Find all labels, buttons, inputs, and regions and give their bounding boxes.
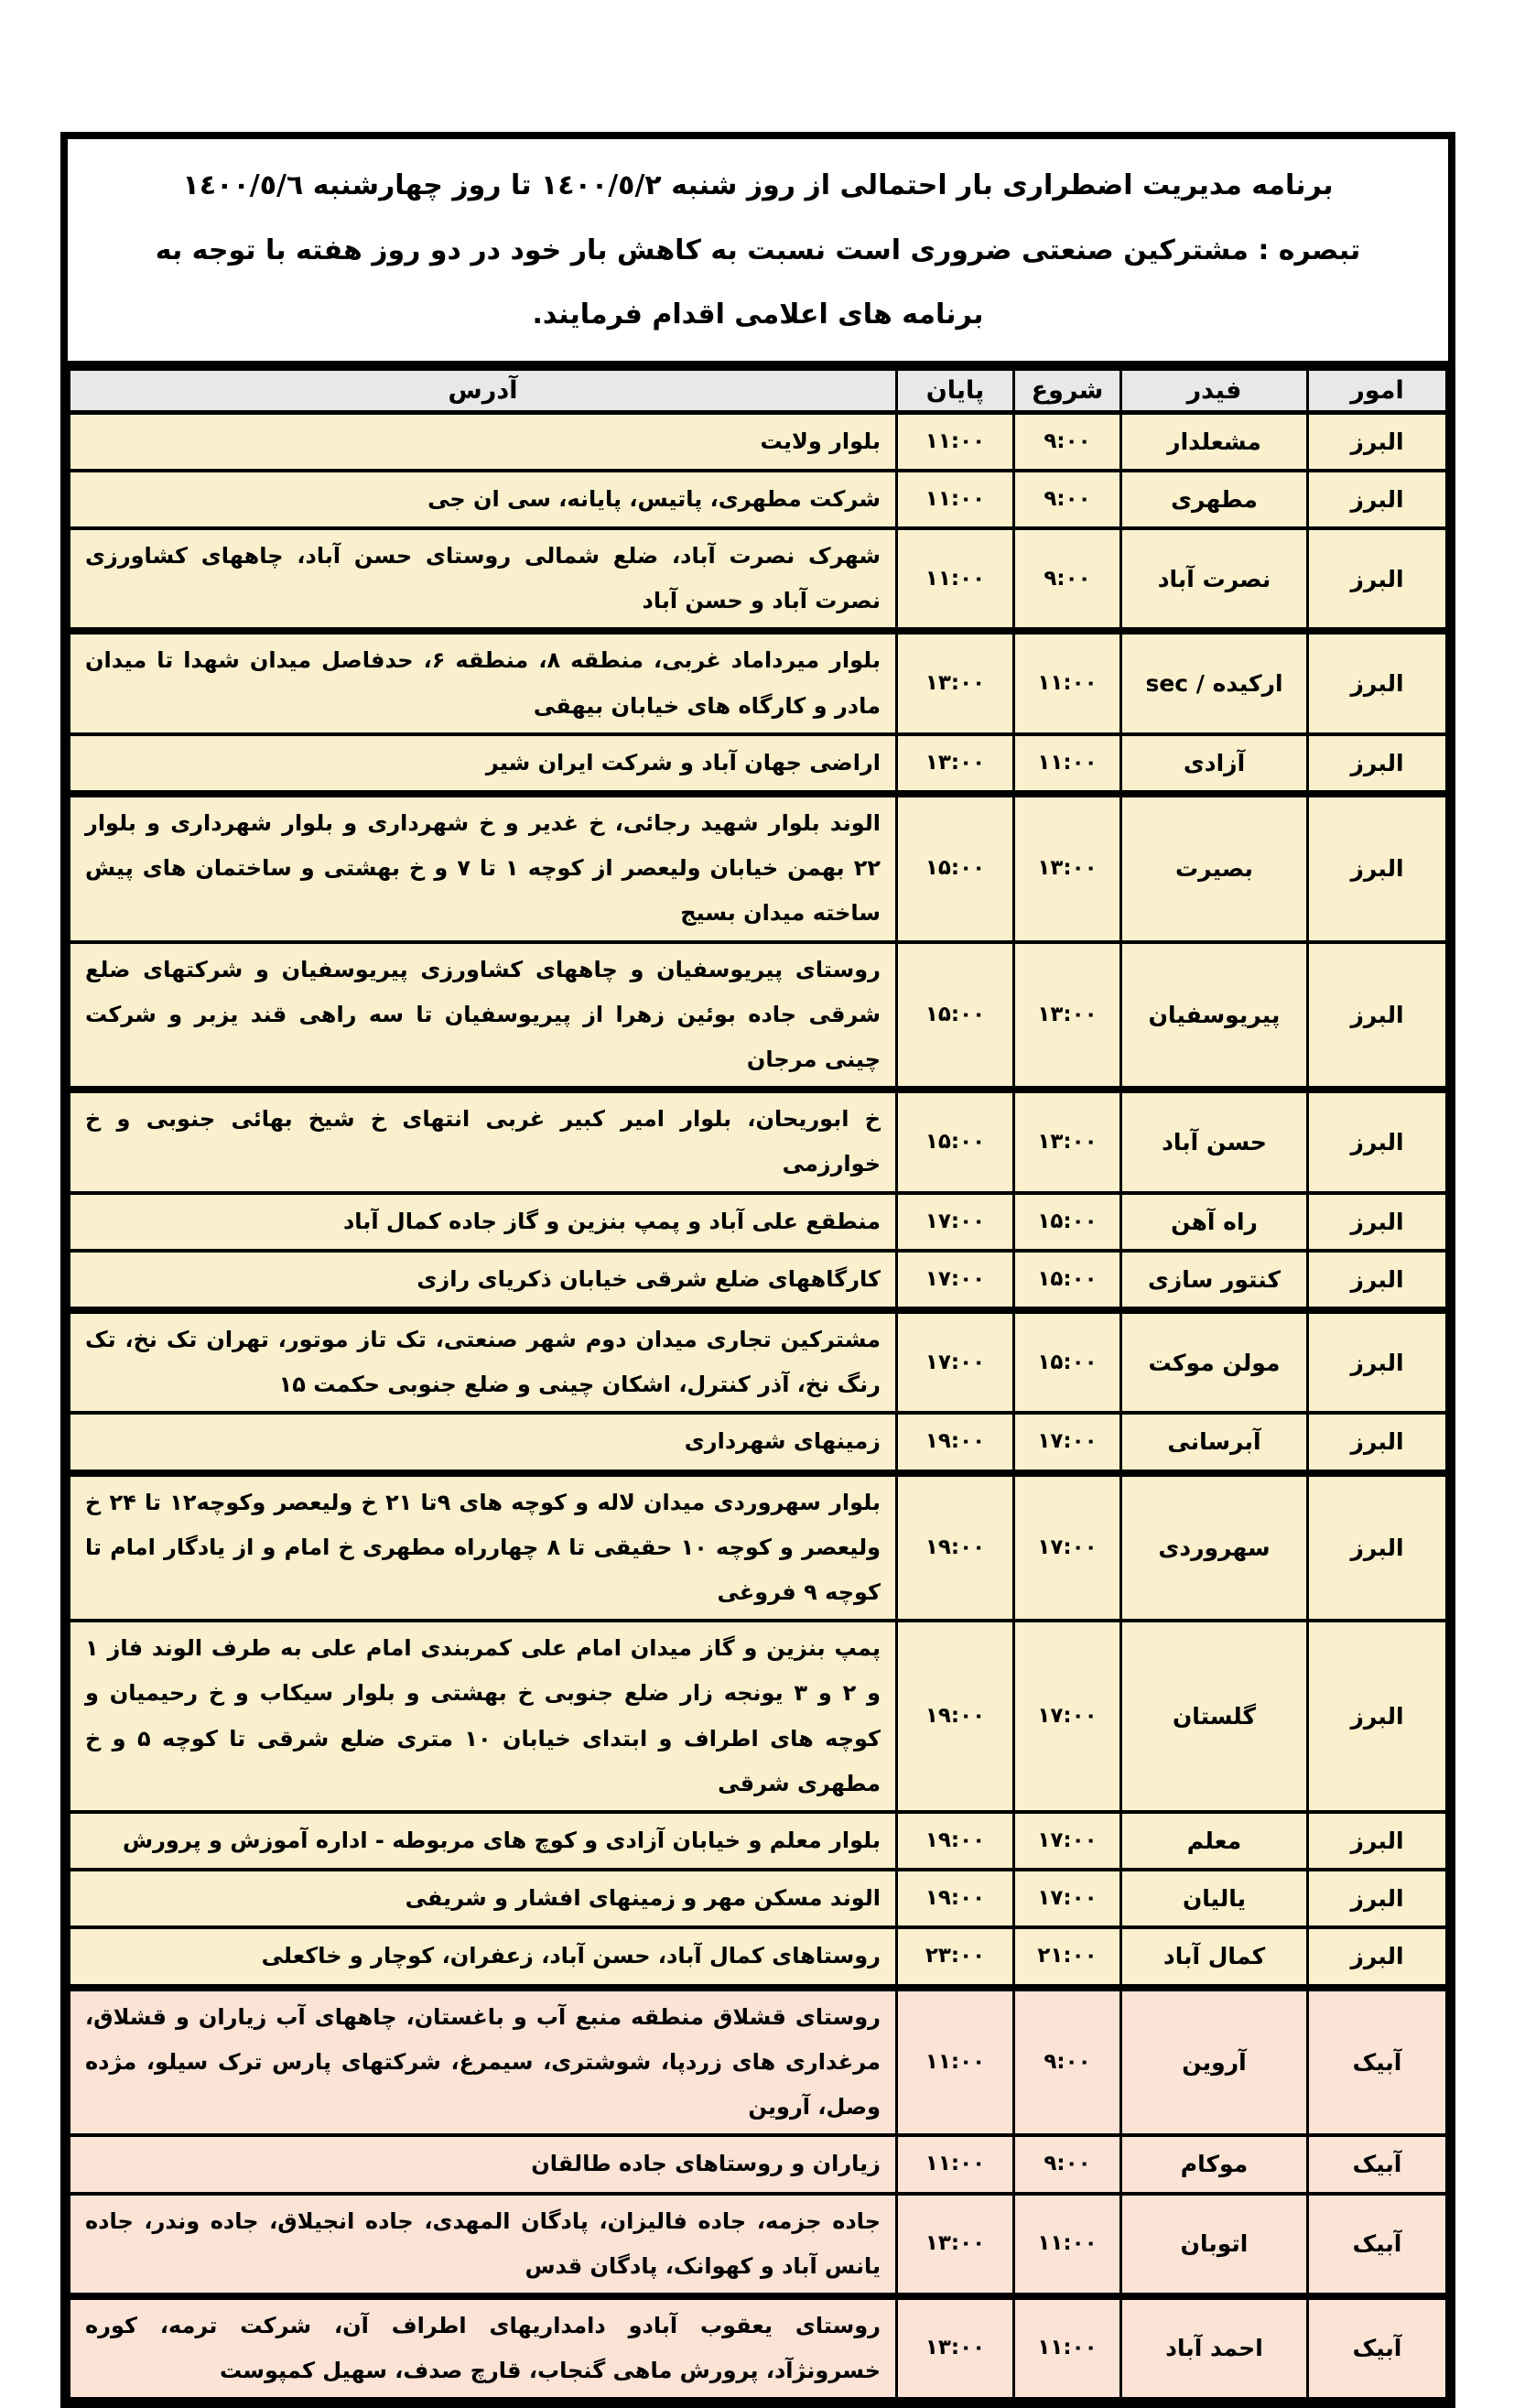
feeder-cell: کنتور سازی [1121, 1251, 1308, 1310]
table-row [70, 471, 1447, 528]
document-note-line-2: برنامه های اعلامی اقدام فرمایند. [532, 298, 984, 331]
feeder-cell: کمال آباد [1121, 1927, 1308, 1987]
document-header [68, 139, 1448, 368]
table-row [70, 1090, 1447, 1192]
address-cell: روستاهای کمال آباد، حسن آباد، زعفران، کوچار و خاکعلی [70, 1927, 897, 1987]
start-cell: ۹:۰۰ [1014, 528, 1121, 631]
amoor-cell: البرز [1308, 528, 1447, 631]
start-cell: ۹:۰۰ [1014, 412, 1121, 471]
feeder-cell: نصرت آباد [1121, 528, 1308, 631]
table-row [70, 1621, 1447, 1812]
column-header-address: آدرس [70, 369, 897, 412]
feeder-cell: گلستان [1121, 1621, 1308, 1812]
end-cell: ۱۹:۰۰ [897, 1413, 1014, 1472]
table-row [70, 2194, 1447, 2296]
table-row [70, 1988, 1447, 2136]
feeder-cell: مشعلدار [1121, 412, 1308, 471]
address-cell: بلوار میرداماد غربی، منطقه ۸، منطقه ۶، حدفاصل میدان شهدا تا میدان مادر و کارگاه های خیابان بیهقی [70, 631, 897, 733]
table-row [70, 1812, 1447, 1870]
start-cell: ۱۱:۰۰ [1014, 2296, 1121, 2399]
feeder-cell: احمد آباد [1121, 2296, 1308, 2399]
table-row [70, 1473, 1447, 1622]
feeder-cell: پیریوسفیان [1121, 942, 1308, 1090]
address-cell: بلوار ولایت [70, 412, 897, 471]
amoor-cell: البرز [1308, 1193, 1447, 1251]
feeder-cell: حسن آباد [1121, 1090, 1308, 1192]
document-note-line-1: تبصره : مشترکین صنعتی ضروری است نسبت به کاهش بار خود در دو روز هفته با توجه به [155, 233, 1361, 266]
end-cell: ۱۳:۰۰ [897, 2296, 1014, 2399]
start-cell: ۱۱:۰۰ [1014, 631, 1121, 733]
end-cell: ۱۳:۰۰ [897, 734, 1014, 794]
column-header-feeder: فیدر [1121, 369, 1308, 412]
table-row [70, 2135, 1447, 2193]
amoor-cell: البرز [1308, 1413, 1447, 1472]
address-cell: روستای قشلاق منطقه منبع آب و باغستان، چاههای آب زیاران و قشلاق، مرغداری های زردپا، شوشتری، سیمرغ، شرکتهای پارس ترک سیلو، مژده وصل، آروین [70, 1988, 897, 2136]
feeder-cell: سهروردی [1121, 1473, 1308, 1622]
address-cell: منطقع علی آباد و پمپ بنزین و گاز جاده کمال آباد [70, 1193, 897, 1251]
start-cell: ۱۵:۰۰ [1014, 1193, 1121, 1251]
address-cell: روستای پیریوسفیان و چاههای کشاورزی پیریوسفیان و شرکتهای ضلع شرقی جاده بوئین زهرا از پیریوسفیان تا سه راهی قند یزبر و شرکت چینی مرجان [70, 942, 897, 1090]
amoor-cell: البرز [1308, 1621, 1447, 1812]
amoor-cell: البرز [1308, 1090, 1447, 1192]
amoor-cell: البرز [1308, 1473, 1447, 1622]
table-row [70, 1870, 1447, 1927]
start-cell: ۹:۰۰ [1014, 1988, 1121, 2136]
table-header-row [70, 369, 1447, 412]
column-header-end: پایان [897, 369, 1014, 412]
table-row [70, 1927, 1447, 1987]
feeder-cell: آروین [1121, 1988, 1308, 2136]
amoor-cell: آبیک [1308, 2296, 1447, 2399]
start-cell: ۲۱:۰۰ [1014, 1927, 1121, 1987]
table-row [70, 1310, 1447, 1413]
address-cell: کارگاههای ضلع شرقی خیابان ذکریای رازی [70, 1251, 897, 1310]
start-cell: ۹:۰۰ [1014, 471, 1121, 528]
amoor-cell: البرز [1308, 1251, 1447, 1310]
start-cell: ۱۵:۰۰ [1014, 1251, 1121, 1310]
amoor-cell: آبیک [1308, 2135, 1447, 2193]
amoor-cell: البرز [1308, 942, 1447, 1090]
table-row [70, 1193, 1447, 1251]
address-cell: اراضی جهان آباد و شرکت ایران شیر [70, 734, 897, 794]
amoor-cell: البرز [1308, 1310, 1447, 1413]
amoor-cell: آبیک [1308, 2194, 1447, 2296]
end-cell: ۱۱:۰۰ [897, 528, 1014, 631]
amoor-cell: البرز [1308, 734, 1447, 794]
start-cell: ۱۷:۰۰ [1014, 1870, 1121, 1927]
table-row [70, 412, 1447, 471]
feeder-cell: یالیان [1121, 1870, 1308, 1927]
table-row [70, 528, 1447, 631]
table-row [70, 631, 1447, 733]
feeder-cell: ارکیده / sec [1121, 631, 1308, 733]
address-cell: بلوار معلم و خیابان آزادی و کوچ های مربوطه - اداره آموزش و پرورش [70, 1812, 897, 1870]
start-cell: ۱۵:۰۰ [1014, 1310, 1121, 1413]
end-cell: ۱۵:۰۰ [897, 794, 1014, 942]
address-cell: مشترکین تجاری میدان دوم شهر صنعتی، تک تاز موتور، تهران تک نخ، تک رنگ نخ، آذر کنترل، اشکان چینی و ضلع جنوبی حکمت ۱۵ [70, 1310, 897, 1413]
end-cell: ۱۳:۰۰ [897, 631, 1014, 733]
amoor-cell: آبیک [1308, 1988, 1447, 2136]
address-cell: الوند مسکن مهر و زمینهای افشار و شریفی [70, 1870, 897, 1927]
address-cell: پمپ بنزین و گاز میدان امام علی کمربندی امام علی به طرف الوند فاز ۱ و ۲ و ۳ یونجه زار ضلع جنوبی خ بهشتی و بلوار سیکاب و خ رحیمیان و کوچه های اطراف و ابتدای خیابان ۱۰ متری ضلع شرقی تا کوچه ۵ و خ مطهری شرقی [70, 1621, 897, 1812]
amoor-cell: البرز [1308, 1870, 1447, 1927]
start-cell: ۱۳:۰۰ [1014, 794, 1121, 942]
amoor-cell: البرز [1308, 471, 1447, 528]
amoor-cell: البرز [1308, 412, 1447, 471]
end-cell: ۱۵:۰۰ [897, 942, 1014, 1090]
column-header-start: شروع [1014, 369, 1121, 412]
table-row [70, 794, 1447, 942]
schedule-table-body [70, 412, 1447, 2399]
address-cell: روستای یعقوب آبادو دامداریهای اطراف آن، شرکت ترمه، کوره خسرونژآد، پرورش ماهی گنجاب، قارچ صدف، سهیل کمپوست [70, 2296, 897, 2399]
feeder-cell: آبرسانی [1121, 1413, 1308, 1472]
outage-schedule-table [68, 368, 1448, 2402]
feeder-cell: معلم [1121, 1812, 1308, 1870]
feeder-cell: مطهری [1121, 471, 1308, 528]
end-cell: ۲۳:۰۰ [897, 1927, 1014, 1987]
end-cell: ۱۹:۰۰ [897, 1870, 1014, 1927]
start-cell: ۱۷:۰۰ [1014, 1473, 1121, 1622]
table-row [70, 942, 1447, 1090]
feeder-cell: راه آهن [1121, 1193, 1308, 1251]
address-cell: زمینهای شهرداری [70, 1413, 897, 1472]
address-cell: بلوار سهروردی میدان لاله و کوچه های ۹تا ۲۱ خ ولیعصر وکوچه۱۲ تا ۲۴ خ ولیعصر و کوچه ۱۰ حقیقی تا ۸ چهارراه مطهری خ امام و از یادگار امام تا کوچه ۹ فروغی [70, 1473, 897, 1622]
address-cell: جاده جزمه، جاده فالیزان، پادگان المهدی، جاده انجیلاق، جاده وندر، جاده یانس آباد و کهوانک، پادگان قدس [70, 2194, 897, 2296]
address-cell: زیاران و روستاهای جاده طالقان [70, 2135, 897, 2193]
amoor-cell: البرز [1308, 631, 1447, 733]
start-cell: ۱۷:۰۰ [1014, 1812, 1121, 1870]
end-cell: ۱۷:۰۰ [897, 1251, 1014, 1310]
table-row [70, 1413, 1447, 1472]
table-row [70, 1251, 1447, 1310]
start-cell: ۱۳:۰۰ [1014, 1090, 1121, 1192]
end-cell: ۱۷:۰۰ [897, 1310, 1014, 1413]
end-cell: ۱۹:۰۰ [897, 1812, 1014, 1870]
feeder-cell: اتوبان [1121, 2194, 1308, 2296]
start-cell: ۱۷:۰۰ [1014, 1621, 1121, 1812]
amoor-cell: البرز [1308, 1927, 1447, 1987]
end-cell: ۱۷:۰۰ [897, 1193, 1014, 1251]
end-cell: ۱۱:۰۰ [897, 1988, 1014, 2136]
end-cell: ۱۵:۰۰ [897, 1090, 1014, 1192]
start-cell: ۹:۰۰ [1014, 2135, 1121, 2193]
feeder-cell: مولن موکت [1121, 1310, 1308, 1413]
end-cell: ۱۹:۰۰ [897, 1473, 1014, 1622]
document-title: برنامه مدیریت اضطراری بار احتمالی از روز شنبه ١٤٠٠/٥/٢ تا روز چهارشنبه ١٤٠٠/٥/٦ [182, 169, 1334, 201]
end-cell: ۱۱:۰۰ [897, 412, 1014, 471]
start-cell: ۱۷:۰۰ [1014, 1413, 1121, 1472]
feeder-cell: بصیرت [1121, 794, 1308, 942]
end-cell: ۱۳:۰۰ [897, 2194, 1014, 2296]
column-header-amoor: امور [1308, 369, 1447, 412]
end-cell: ۱۱:۰۰ [897, 2135, 1014, 2193]
table-row [70, 734, 1447, 794]
schedule-document [60, 132, 1455, 2408]
end-cell: ۱۹:۰۰ [897, 1621, 1014, 1812]
address-cell: شرکت مطهری، پاتیس، پایانه، سی ان جی [70, 471, 897, 528]
table-row [70, 2296, 1447, 2399]
end-cell: ۱۱:۰۰ [897, 471, 1014, 528]
address-cell: خ ابوریحان، بلوار امیر کبیر غربی انتهای خ شیخ بهائی جنوبی و خ خوارزمی [70, 1090, 897, 1192]
feeder-cell: موکام [1121, 2135, 1308, 2193]
address-cell: الوند بلوار شهید رجائی، خ غدیر و خ شهرداری و بلوار شهرداری و بلوار ۲۲ بهمن خیابان ولیعصر از کوچه ۱ تا ۷ و خ بهشتی و ساختمان های پیش ساخته میدان بسیج [70, 794, 897, 942]
start-cell: ۱۱:۰۰ [1014, 2194, 1121, 2296]
start-cell: ۱۳:۰۰ [1014, 942, 1121, 1090]
amoor-cell: البرز [1308, 1812, 1447, 1870]
amoor-cell: البرز [1308, 794, 1447, 942]
feeder-cell: آزادی [1121, 734, 1308, 794]
address-cell: شهرک نصرت آباد، ضلع شمالی روستای حسن آباد، چاههای کشاورزی نصرت آباد و حسن آباد [70, 528, 897, 631]
start-cell: ۱۱:۰۰ [1014, 734, 1121, 794]
